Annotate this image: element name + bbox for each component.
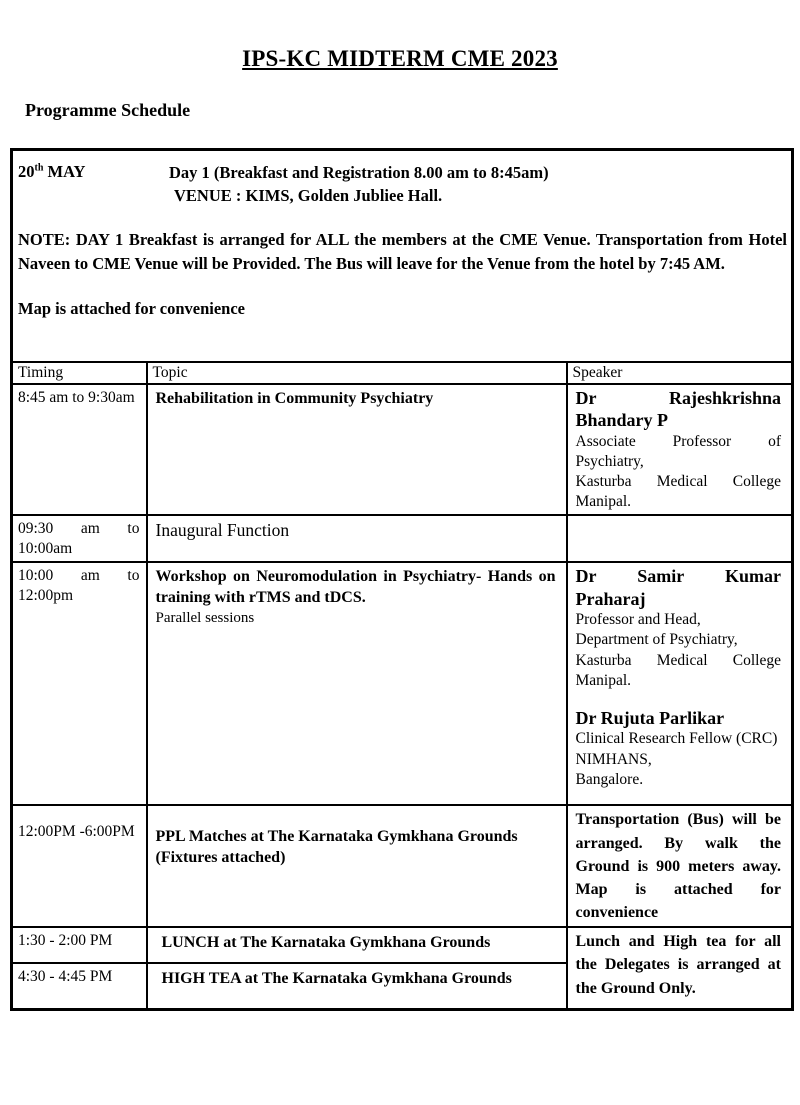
timing-cell: 09:30 am to 10:00am xyxy=(12,515,147,562)
column-header-timing: Timing xyxy=(12,362,147,384)
speaker-cell xyxy=(567,384,793,516)
topic-cell xyxy=(147,805,567,927)
speaker-institution: Kasturba Medical College Manipal. xyxy=(575,472,781,510)
speaker-cell xyxy=(567,562,793,805)
topic-cell xyxy=(147,562,567,805)
topic-cell xyxy=(147,963,567,1009)
speaker-name: Dr Rujuta Parlikar xyxy=(575,707,725,728)
catering-note: Lunch and High tea for all the Delegates is arranged at the Ground Only. xyxy=(575,933,781,997)
note-paragraph: NOTE: DAY 1 Breakfast is arranged for ALL the members at the CME Venue. Transportation from Hotel Naveen to CME Venue will be Provided. The Bus will leave for the Venue from the hotel by 7:45 AM. xyxy=(18,230,787,274)
topic-subtext: Parallel sessions xyxy=(155,609,255,626)
day-header xyxy=(18,161,787,207)
schedule-row xyxy=(12,805,793,927)
schedule-row xyxy=(12,515,793,562)
date-suffix: th xyxy=(34,162,44,174)
venue-line: VENUE : KIMS, Golden Jubliee Hall. xyxy=(174,186,443,206)
schedule-row xyxy=(12,927,793,963)
speaker-name: Dr Rajeshkrishna Bhandary P xyxy=(575,387,781,430)
programme-schedule-heading: Programme Schedule xyxy=(25,100,191,120)
transport-note: Transportation (Bus) will be arranged. By walk the Ground is 900 meters away. Map is attached for convenience xyxy=(575,811,781,922)
speaker-designation: Associate Professor of Psychiatry, xyxy=(575,432,781,470)
timing-cell: 4:30 - 4:45 PM xyxy=(12,963,147,1009)
speaker-name: Dr Samir Kumar Praharaj xyxy=(575,566,781,609)
day-details xyxy=(169,161,787,207)
schedule-row xyxy=(12,562,793,805)
topic-text: Workshop on Neuromodulation in Psychiatry- Hands on training with rTMS and tDCS. xyxy=(155,568,556,607)
speaker-cell xyxy=(567,805,793,927)
timing-cell: 1:30 - 2:00 PM xyxy=(12,927,147,963)
speaker-cell xyxy=(567,515,793,562)
speaker-designation: Professor and Head, xyxy=(575,611,701,629)
day-description: Day 1 (Breakfast and Registration 8.00 am to 8:45am) xyxy=(169,163,549,182)
date-number: 20 xyxy=(18,162,35,181)
speaker-cell-merged xyxy=(567,927,793,1009)
map-note: Map is attached for convenience xyxy=(18,299,245,319)
speaker-institution: NIMHANS, xyxy=(575,750,652,768)
topic-cell xyxy=(147,384,567,516)
date-label xyxy=(18,161,169,207)
document-title: IPS-KC MIDTERM CME 2023 xyxy=(242,46,558,71)
topic-cell xyxy=(147,515,567,562)
header-info-cell xyxy=(12,150,793,362)
schedule-table xyxy=(10,148,794,1011)
column-header-speaker: Speaker xyxy=(567,362,793,384)
header-info-row xyxy=(12,150,793,362)
topic-text: Inaugural Function xyxy=(155,520,290,541)
timing-cell: 12:00PM -6:00PM xyxy=(12,805,147,927)
topic-cell xyxy=(147,927,567,963)
date-month: MAY xyxy=(43,162,86,181)
speaker-department: Department of Psychiatry, xyxy=(575,631,738,649)
topic-text: PPL Matches at The Karnataka Gymkhana Grounds xyxy=(155,828,518,846)
timing-cell: 8:45 am to 9:30am xyxy=(12,384,147,516)
column-header-row xyxy=(12,362,793,384)
speaker-designation: Clinical Research Fellow (CRC) xyxy=(575,730,778,748)
timing-cell: 10:00 am to 12:00pm xyxy=(12,562,147,805)
topic-text: LUNCH at The Karnataka Gymkhana Grounds xyxy=(161,934,491,952)
speaker-institution: Kasturba Medical College Manipal. xyxy=(575,651,781,689)
schedule-row xyxy=(12,384,793,516)
topic-text: HIGH TEA at The Karnataka Gymkhana Grounds xyxy=(161,970,512,988)
topic-subtext: (Fixtures attached) xyxy=(155,849,286,867)
topic-text: Rehabilitation in Community Psychiatry xyxy=(155,389,434,407)
speaker-city: Bangalore. xyxy=(575,770,644,788)
column-header-topic: Topic xyxy=(147,362,567,384)
